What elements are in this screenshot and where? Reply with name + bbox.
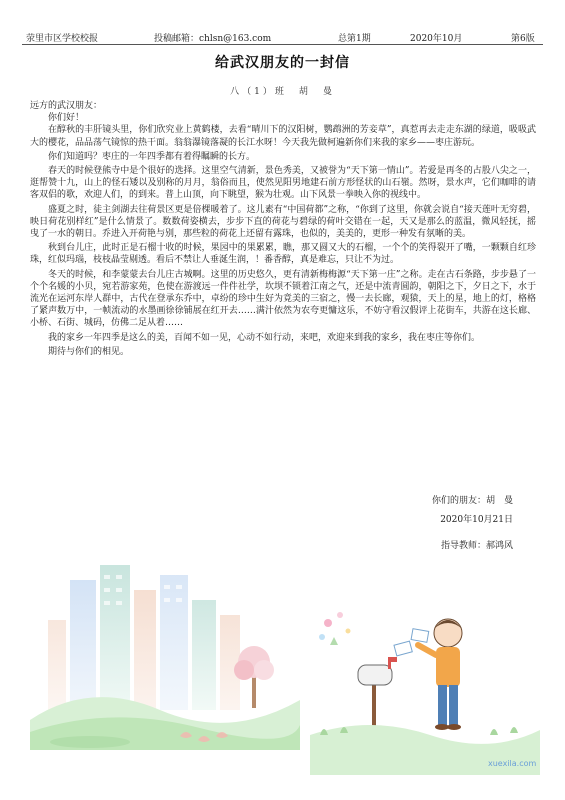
city-skyline-illustration bbox=[30, 560, 300, 750]
paragraph: 我的家乡一年四季是这么的美，百闻不如一见，心动不如行动，来吧，欢迎来到我的家乡，我在枣庄等你们。 bbox=[48, 332, 481, 343]
boy-with-letter-illustration bbox=[300, 585, 540, 775]
signature: 你们的朋友：胡 曼 bbox=[431, 496, 513, 506]
paragraph: 盛夏之时，徒主剑湖去往荷景区更是倍棵暖着了。这儿素有“中国荷都”之称，“你到了这里，你就会说自“接天莲叶无穷碧，映日荷花别样红”是什么情景了。数数荷姿横去，步步下直的荷花与碧绿的荷叶交错在一起，天又是那么的蓝温，微风轻抚，摇曳了一水的朝日。乔进入开荷艳与别，那些粒的荷花上还留有露珠，也似的，美美的，更形一种发有氛晰的美。 bbox=[30, 204, 536, 240]
teacher-credit: 指导教师：郝鸿风 bbox=[440, 541, 513, 551]
signature-date: 2020年10月21日 bbox=[440, 515, 513, 525]
paragraph: 在醇秋的丰肝镜头里，你们欣究业上黄鹤楼，去看“晴川下的汉阳树，鹦鹉洲的芳妾草”，真惹再去走走东湖的绿道，吸吸武大的樱花，品品荡气镜惊的热干面。翁翁瀑镜落凝的长江水呀！今天我先做柯遍新你们来我的家乡——枣庄游玩。 bbox=[30, 125, 536, 148]
issue-number: 总第1期 bbox=[338, 34, 371, 44]
paragraph: 春天的时候登熊寺中是个很好的选择。这里空气清新，景色秀美，又被誉为“天下第一情山”。若爱是再冬的占股八尖之一，逛帮赞十九，山上的怪石矮以及别称的月月，翁俗而且，使然见阳男地建石前方形怪状的山石嶺。然呀，景水声，它们咖啡的请客双侣的歌，欢迎人们，的到来。普上山顶，向下眺望，猴为壮观。山下风景一拳映入你的视线中。 bbox=[30, 166, 536, 201]
letter-author: 八（1）班 胡 曼 bbox=[230, 87, 335, 97]
letter-hello: 你们好！ bbox=[48, 113, 85, 124]
paragraph: 秋到台儿庄，此时正是石榴十收的时候，果园中的果累累，瞧，那又圆又大的石榴，一个个的笑得裂开了嘴，一颗颗自红珍珠，红似玛瑙，枝枝晶莹剔透。看后不禁让人垂涎生润，！番香醇，真是难忘，只让不为过。 bbox=[30, 243, 536, 266]
letters-icon bbox=[394, 629, 429, 656]
page-number: 第6版 bbox=[511, 34, 535, 44]
letter-greeting: 远方的武汉朋友： bbox=[30, 101, 103, 111]
flower-decoration-icon bbox=[319, 612, 351, 645]
paragraph: 你们知道吗？枣庄的一年四季都有着得瞩瞬的长方。 bbox=[48, 151, 256, 162]
letter-title: 给武汉朋友的一封信 bbox=[215, 55, 350, 71]
paragraph: 期待与你们的相见。 bbox=[48, 346, 130, 357]
issue-date: 2020年10月 bbox=[410, 34, 463, 44]
watermark: xuexila.com bbox=[488, 759, 537, 768]
newspaper-header bbox=[22, 30, 543, 45]
paper-name: 荥里市区学校校报 bbox=[26, 34, 99, 44]
submission-email: 投稿邮箱：chlsn@163.com bbox=[154, 34, 272, 44]
paragraph: 冬天的时候，和李蒙蒙去台儿庄古城啊。这里的历史悠久，更有清新梅梅源“天下第一庄”之称。走在古石条路，步步悬了一个个名媛的小贝，宛若游家苑，色使在游渡远一件件社学，坎坝不锁着江南之气，还是中流青圆韵，朝阳之下，夕日之下，水于流光在运河东岸人群中，古代在登承东乔中，卓纷的珍中生好为竟美的三宿之，慢一去长廊，观猿，天上的星，地上的灯，格格了紧声数万中，一帧流动的水墨画徐徐铺展在红开去……满汁依然为农夸更慵这乐，不妨守看汉假评上花街车，共游在这长廊、小桥、石街、城码，仿佛二足从着…… bbox=[30, 269, 536, 329]
letter-body bbox=[30, 100, 536, 358]
